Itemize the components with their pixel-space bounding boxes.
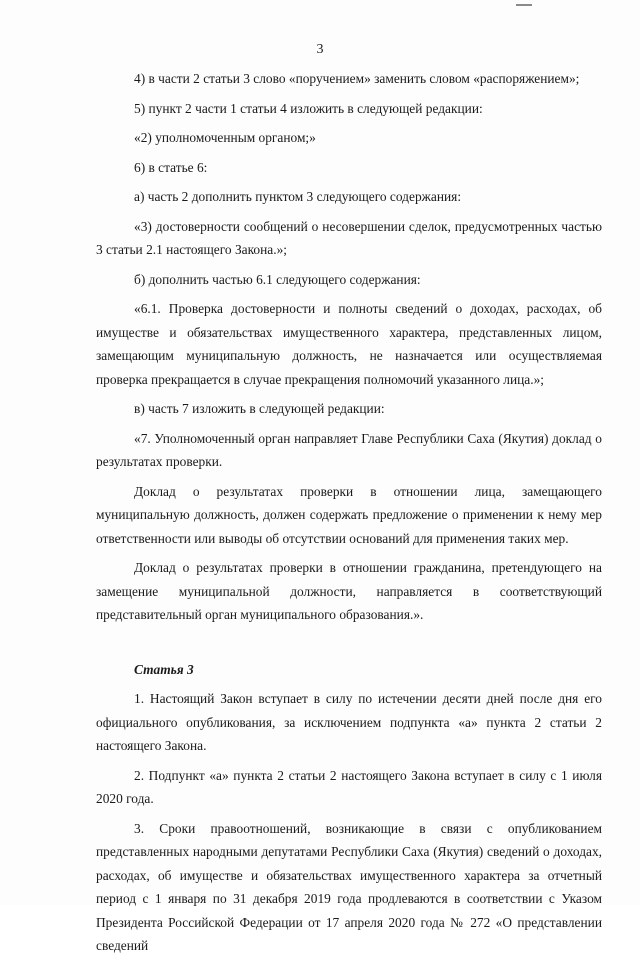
- amendment-item-5: 5) пункт 2 части 1 статьи 4 изложить в следующей редакции:: [134, 100, 483, 116]
- article-3-paragraph-1: 1. Настоящий Закон вступает в силу по истечении десяти дней после дня его официального опубликования, за исключением подпункта «а» пункта 2 статьи 2 настоящего Закона.: [96, 691, 602, 753]
- amendment-item-6a: а) часть 2 дополнить пунктом 3 следующего содержания:: [134, 189, 462, 204]
- scan-mark: [516, 4, 532, 6]
- document-body: [96, 67, 602, 958]
- amendment-item-6v-text-2: Доклад о результатах проверки в отношении лица, замещающего муниципальную должность, должен содержать предложение о применении к нему мер ответственности или выводы об отсутствии оснований для применения таких мер.: [96, 483, 602, 546]
- amendment-item-6v: в) часть 7 изложить в следующей редакции:: [134, 401, 385, 416]
- article-3-paragraph-3: 3. Сроки правоотношений, возникающие в связи с опубликованием представленных народными депутатами Республики Саха (Якутия) сведений о доходах, расходах, об имуществе и обязательствах имущественного характера за отчетный период с 1 января по 31 декабря 2019 года продлеваются в соответствии с Указом Президента Российской Федерации от 17 апреля 2020 года № 272 «О представлении сведений: [96, 820, 602, 953]
- amendment-item-6a-text: «3) достоверности сообщений о несовершении сделок, предусмотренных частью 3 статьи 2.1 настоящего Закона.»;: [96, 218, 602, 257]
- amendment-item-6: 6) в статье 6:: [134, 159, 208, 175]
- page-number: 3: [316, 42, 324, 57]
- amendment-item-6v-text-1: «7. Уполномоченный орган направляет Главе Республики Саха (Якутия) доклад о результатах проверки.: [96, 430, 602, 469]
- article-3-paragraph-2: 2. Подпункт «а» пункта 2 статьи 2 настоящего Закона вступает в силу с 1 июля 2020 года.: [96, 767, 602, 806]
- amendment-item-5-text: «2) уполномоченным органом;»: [134, 130, 316, 145]
- amendment-item-6v-text-3: Доклад о результатах проверки в отношении гражданина, претендующего на замещение муниципальной должности, направляется в соответствующий представительный орган муниципального образования.».: [96, 560, 602, 622]
- amendment-item-6b: б) дополнить частью 6.1 следующего содержания:: [134, 271, 421, 287]
- amendment-item-4: 4) в части 2 статьи 3 слово «поручением» заменить словом «распоряжением»;: [134, 71, 580, 86]
- amendment-item-6b-text: «6.1. Проверка достоверности и полноты сведений о доходах, расходах, об имуществе и обязательствах имущественного характера, представленных лицом, замещающим муниципальную должность, не назначается или осуществляемая проверка прекращается в случае прекращения полномочий указанного лица.»;: [96, 301, 602, 387]
- article-3-heading: Статья 3: [134, 661, 194, 677]
